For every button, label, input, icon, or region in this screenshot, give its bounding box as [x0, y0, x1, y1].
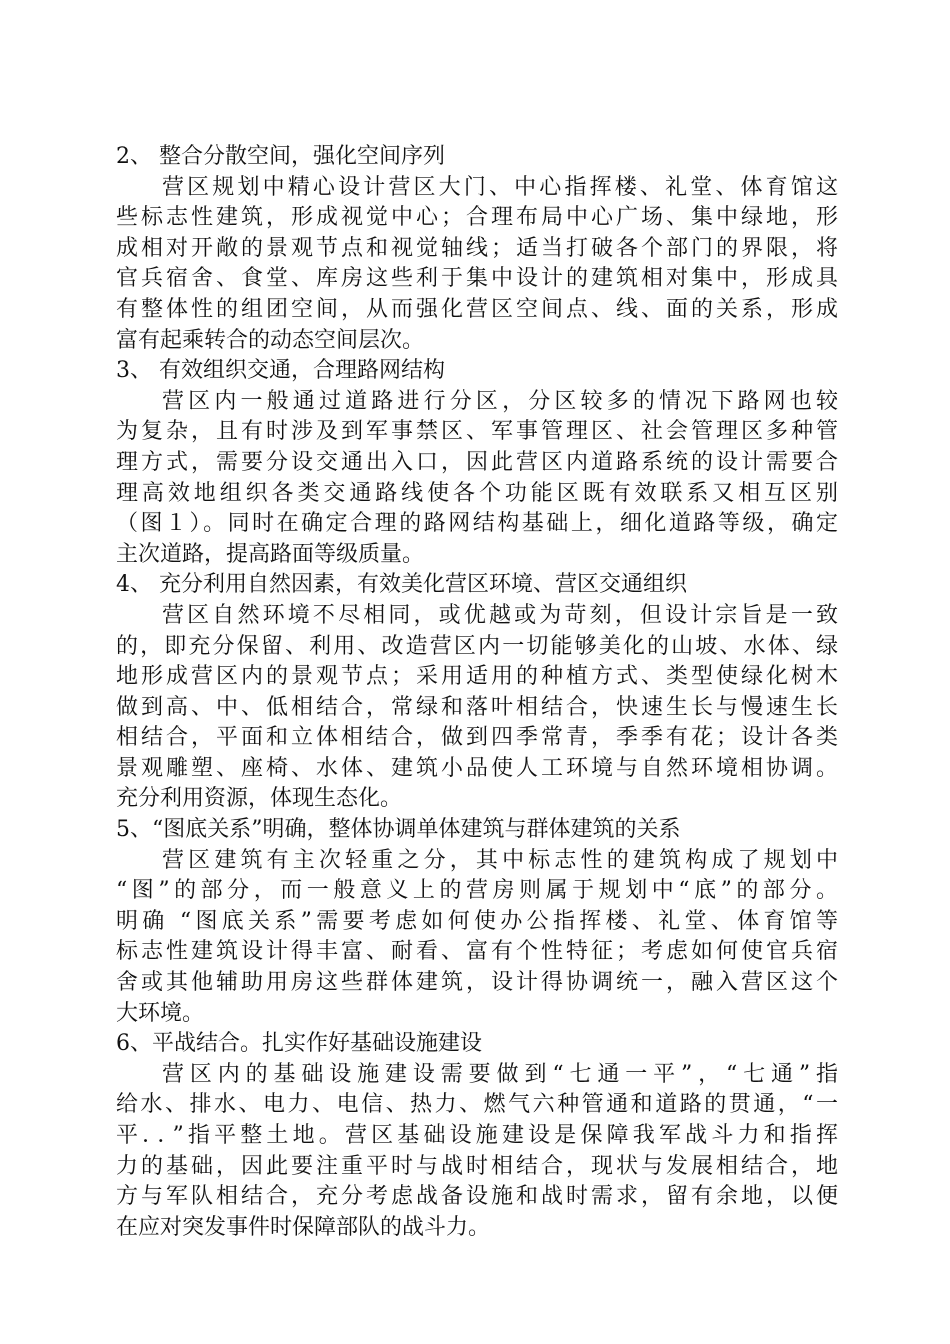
paragraph-line: 平．．”指平整土地。营区基础设施建设是保障我军战斗力和指挥	[116, 1123, 838, 1148]
paragraph-line: 营区自然环境不尽相同，或优越或为苛刻，但设计宗旨是一致	[162, 602, 838, 628]
paragraph-line: 理高效地组织各类交通路线使各个功能区既有效联系又相互区别	[116, 480, 838, 506]
section-heading-4: 4、 充分利用自然因素，有效美化营区环境、营区交通组织	[116, 572, 687, 598]
paragraph-line: 为复杂，且有时涉及到军事禁区、军事管理区、社会管理区多种管	[116, 419, 838, 445]
section-heading-5: 5、“图底关系”明确，整体协调单体建筑与群体建筑的关系	[116, 817, 681, 843]
paragraph-line: 舍或其他辅助用房这些群体建筑，设计得协调统一，融入营区这个	[116, 970, 838, 996]
paragraph-line: 方与军队相结合，充分考虑战备设施和战时需求，留有余地，以便	[116, 1184, 838, 1210]
section-heading-3: 3、 有效组织交通，合理路网结构	[116, 358, 445, 384]
paragraph-line: 营区内的基础设施建设需要做到“七通一平”，“七通”指	[162, 1061, 838, 1087]
document-body	[116, 142, 838, 1243]
paragraph-line: 富有起乘转合的动态空间层次。	[116, 327, 425, 353]
paragraph-line: 做到高、中、低相结合，常绿和落叶相结合，快速生长与慢速生长	[116, 694, 838, 720]
paragraph-line: 营区内一般通过道路进行分区，分区较多的情况下路网也较	[162, 388, 838, 414]
paragraph-line: 在应对突发事件时保障部队的战斗力。	[116, 1214, 491, 1240]
paragraph-line: 官兵宿舍、食堂、库房这些利于集中设计的建筑相对集中，形成具	[116, 266, 838, 292]
paragraph-line: 主次道路，提高路面等级质量。	[116, 541, 425, 567]
paragraph-line: 营区规划中精心设计营区大门、中心指挥楼、礼堂、体育馆这	[162, 174, 838, 200]
section-heading-6: 6、平战结合。扎实作好基础设施建设	[116, 1031, 482, 1057]
paragraph-line: 标志性建筑设计得丰富、耐看、富有个性特征；考虑如何使官兵宿	[116, 939, 838, 965]
paragraph-line: 营区建筑有主次轻重之分，其中标志性的建筑构成了规划中	[162, 847, 838, 873]
paragraph-line: 地形成营区内的景观节点；采用适用的种植方式、类型使绿化树木	[116, 664, 838, 690]
paragraph-line: 力的基础，因此要注重平时与战时相结合，现状与发展相结合，地	[116, 1153, 838, 1179]
paragraph-line: 景观雕塑、座椅、水体、建筑小品使人工环境与自然环境相协调。	[116, 755, 838, 781]
paragraph-line: 明确 “图底关系”需要考虑如何使办公指挥楼、礼堂、体育馆等	[116, 908, 838, 934]
paragraph-line: “图”的部分，而一般意义上的营房则属于规划中“底”的部分。	[116, 878, 838, 904]
paragraph-line: 的，即充分保留、利用、改造营区内一切能够美化的山坡、水体、绿	[116, 633, 838, 659]
paragraph-line: （图１）。同时在确定合理的路网结构基础上，细化道路等级，确定	[116, 511, 838, 537]
section-heading-2: 2、 整合分散空间，强化空间序列	[116, 144, 445, 169]
paragraph-line: 有整体性的组团空间，从而强化营区空间点、线、面的关系，形成	[116, 296, 838, 322]
paragraph-line: 给水、排水、电力、电信、热力、燃气六种管通和道路的贯通，“一	[116, 1092, 838, 1118]
paragraph-line: 充分利用资源，体现生态化。	[116, 786, 403, 812]
paragraph-line: 相结合，平面和立体相结合，做到四季常青，季季有花；设计各类	[116, 725, 838, 751]
paragraph-line: 成相对开敞的景观节点和视觉轴线；适当打破各个部门的界限，将	[116, 235, 838, 261]
paragraph-line: 些标志性建筑，形成视觉中心；合理布局中心广场、集中绿地，形	[116, 205, 838, 231]
paragraph-line: 大环境。	[116, 1000, 205, 1026]
paragraph-line: 理方式，需要分设交通出入口，因此营区内道路系统的设计需要合	[116, 449, 838, 475]
